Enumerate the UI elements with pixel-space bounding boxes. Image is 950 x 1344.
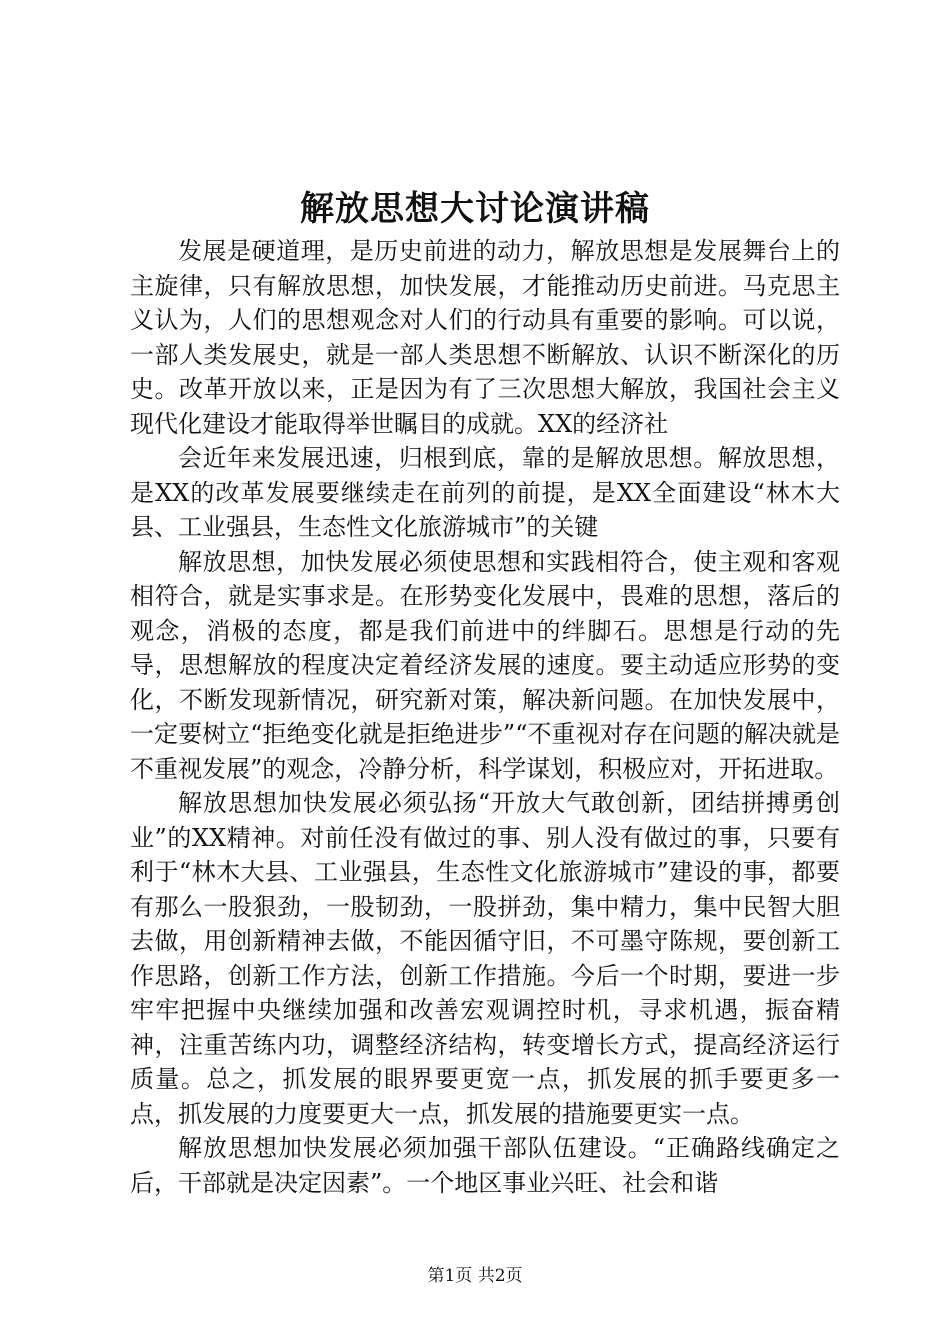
document-body xyxy=(130,234,840,1200)
document-title: 解放思想大讨论演讲稿 xyxy=(300,189,650,229)
paragraph-5: 解放思想加快发展必须加强干部队伍建设。“正确路线确定之后，干部就是决定因素”。一个地区事业兴旺、社会和谐 xyxy=(130,1134,840,1197)
page-footer: 第1页 共2页 xyxy=(427,1266,523,1286)
paragraph-2: 会近年来发展迅速，归根到底，靠的是解放思想。解放思想，是XX的改革发展要继续走在前列的前提，是XX全面建设“林木大县、工业强县，生态性文化旅游城市”的关键 xyxy=(130,444,840,541)
paragraph-1: 发展是硬道理，是历史前进的动力，解放思想是发展舞台上的主旋律，只有解放思想，加快发展，才能推动历史前进。马克思主义认为，人们的思想观念对人们的行动具有重要的影响。可以说，一部人类发展史，就是一部人类思想不断解放、认识不断深化的历史。改革开放以来，正是因为有了三次思想大解放，我国社会主义现代化建设才能取得举世瞩目的成就。XX的经济社 xyxy=(130,237,840,438)
paragraph-3: 解放思想，加快发展必须使思想和实践相符合，使主观和客观相符合，就是实事求是。在形势变化发展中，畏难的思想，落后的观念，消极的态度，都是我们前进中的绊脚石。思想是行动的先导，思想解放的程度决定着经济发展的速度。要主动适应形势的变化，不断发现新情况，研究新对策，解决新问题。在加快发展中，一定要树立“拒绝变化就是拒绝进步”“不重视对存在问题的解决就是不重视发展”的观念，冷静分析，科学谋划，积极应对，开拓进取。 xyxy=(130,547,840,783)
paragraph-4: 解放思想加快发展必须弘扬“开放大气敢创新，团结拼搏勇创业”的XX精神。对前任没有做过的事、别人没有做过的事，只要有利于“林木大县、工业强县，生态性文化旅游城市”建设的事，都要有那么一股狠劲，一股韧劲，一股拼劲，集中精力，集中民智大胆去做，用创新精神去做，不能因循守旧，不可墨守陈规，要创新工作思路，创新工作方法，创新工作措施。今后一个时期，要进一步牢牢把握中央继续加强和改善宏观调控时机，寻求机遇，振奋精神，注重苦练内功，调整经济结构，转变增长方式，提高经济运行质量。总之，抓发展的眼界要更宽一点，抓发展的抓手要更多一点，抓发展的力度要更大一点，抓发展的措施要更实一点。 xyxy=(130,789,840,1128)
